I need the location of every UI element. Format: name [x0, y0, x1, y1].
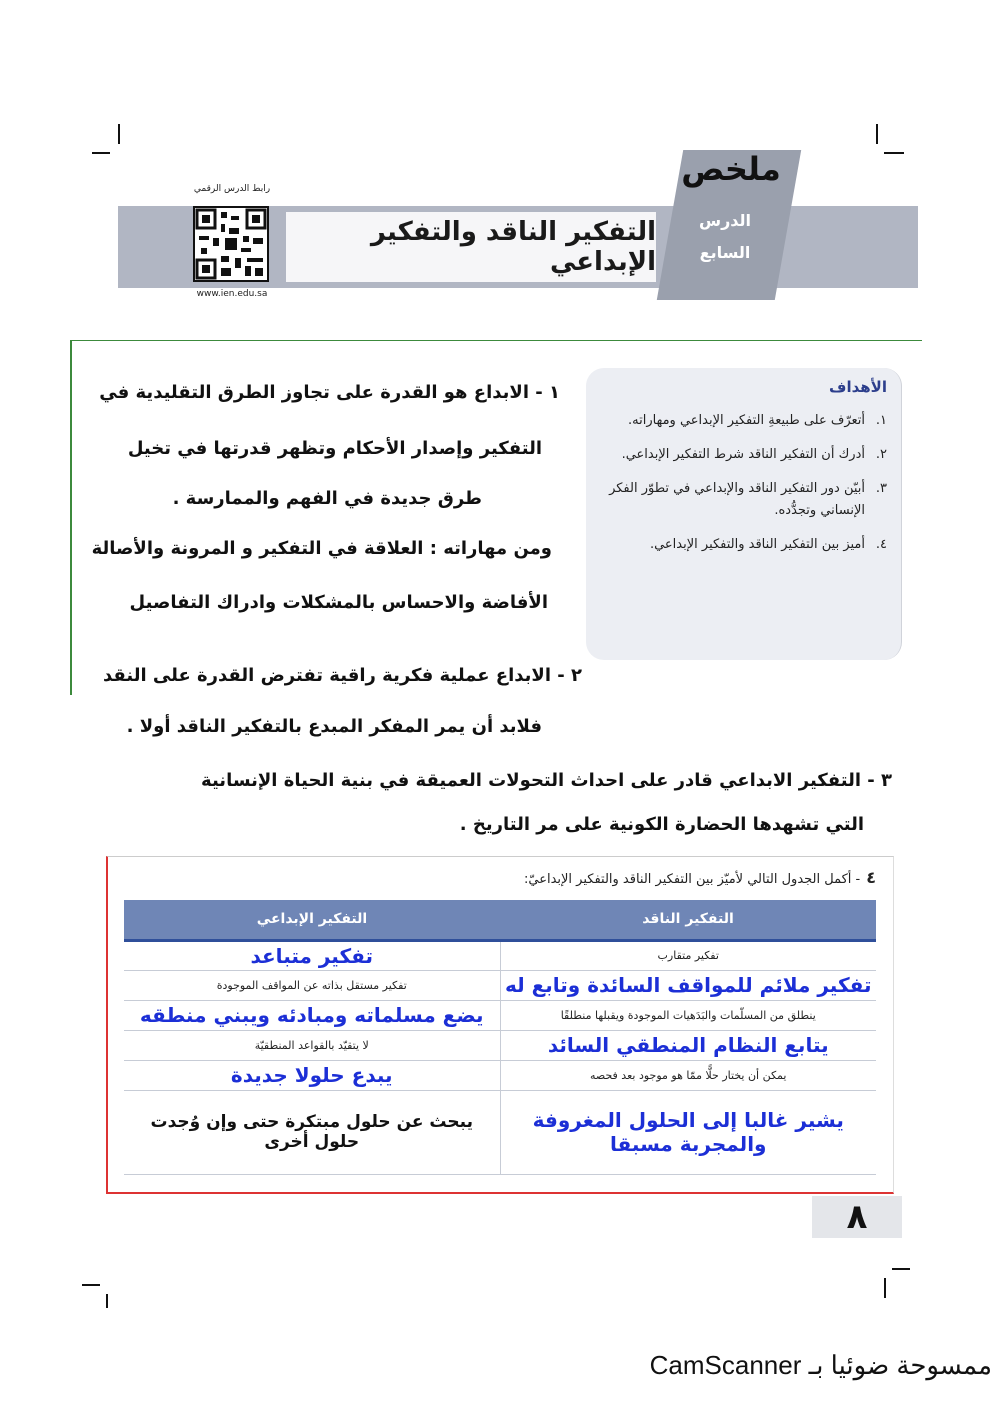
- table-row: [124, 1000, 876, 1030]
- instruction-number: ٤: [866, 868, 876, 887]
- critical-cell: تفكير متقارب: [500, 940, 876, 970]
- crop-mark: [82, 1284, 100, 1286]
- note-1-line-5: الأفاضة والاحساس بالمشكلات وادراك التفاصيل: [129, 592, 548, 613]
- col-creative-header: التفكير الإبداعي: [124, 900, 500, 940]
- lesson-title: التفكير الناقد والتفكير الإبداعي: [370, 217, 656, 277]
- lesson-word: الدرس: [698, 211, 752, 230]
- goal-text: أميز بين التفكير الناقد والتفكير الإبداعي.: [649, 537, 865, 552]
- goal-item: [604, 478, 887, 522]
- crop-mark: [118, 124, 120, 144]
- note-3-line-1: ٣ - التفكير الابداعي قادر على احداث التحولات العميقة في بنية الحياة الإنسانية: [201, 770, 892, 791]
- critical-last-line-2: والمجربة مسبقا: [610, 1132, 767, 1156]
- crop-mark: [884, 1278, 886, 1298]
- scanner-footer: ممسوحة ضوئيا بـ CamScanner: [649, 1350, 992, 1380]
- goal-text: أتعرّف على طبيعةِ التفكير الإبداعي ومهاراته.: [628, 413, 865, 428]
- critical-cell: ينطلق من المسلّمات والبَدَهيات الموجودة ويقبلها منطلقًا: [500, 1000, 876, 1030]
- crop-mark: [876, 124, 878, 144]
- lesson-number: السابع: [699, 243, 751, 262]
- critical-cell: [500, 1090, 876, 1174]
- col-critical-header: التفكير الناقد: [500, 900, 876, 940]
- critical-last-line-1: يشير غالبا إلى الحلول المغروفة: [532, 1108, 844, 1132]
- qr-url[interactable]: www.ien.edu.sa: [196, 289, 268, 299]
- qr-caption: رابط الدرس الرقمي: [193, 184, 271, 194]
- note-2-line-2: فلابد أن يمر المفكر المبدع بالتفكير الناقد أولا .: [126, 716, 542, 737]
- critical-cell: تفكير ملائم للمواقف السائدة وتابع له: [500, 970, 876, 1000]
- creative-cell: لا يتقيّد بالقواعد المنطقيّة: [124, 1030, 500, 1060]
- lesson-title-box: [286, 212, 656, 282]
- goal-item: [604, 410, 887, 432]
- goal-number: ٤.: [875, 537, 887, 552]
- note-1-line-3: طرق جديدة في الفهم والممارسة .: [172, 488, 482, 509]
- table-row: [124, 1030, 876, 1060]
- goal-number: ٣.: [875, 481, 887, 496]
- note-3-line-2: التي تشهدها الحضارة الكونية على مر التاريخ .: [459, 814, 864, 835]
- table-header-row: [124, 900, 876, 940]
- goal-number: ١.: [875, 413, 887, 428]
- creative-cell: يضع مسلماته ومبادئه ويبني منطقه: [124, 1000, 500, 1030]
- comparison-table: [124, 900, 876, 1175]
- lesson-label: [680, 205, 770, 269]
- creative-cell: تفكير متباعد: [124, 940, 500, 970]
- creative-cell: يبحث عن حلول مبتكرة حتى وإن وُجدت حلول أخرى: [124, 1090, 500, 1174]
- goal-item: [604, 534, 887, 556]
- page-number: ٨: [812, 1196, 902, 1238]
- crop-mark: [106, 1294, 108, 1308]
- note-1-line-2: التفكير وإصدار الأحكام وتظهر قدرتها في تخيل: [127, 438, 542, 459]
- note-2-line-1: ٢ - الابداع عملية فكرية راقية تفترض القدرة على النقد: [103, 665, 582, 686]
- table-row: [124, 970, 876, 1000]
- table-row: [124, 940, 876, 970]
- critical-cell: يتابع النظام المنطقي السائد: [500, 1030, 876, 1060]
- instruction-text: - أكمل الجدول التالي لأميّز بين التفكير الناقد والتفكير الإبداعيّ:: [523, 872, 861, 887]
- crop-mark: [92, 152, 110, 154]
- goal-number: ٢.: [875, 447, 887, 462]
- crop-mark: [884, 152, 904, 154]
- goals-box: [586, 368, 902, 660]
- goal-text: أدرك أن التفكير الناقد شرط التفكير الإبداعي.: [621, 447, 865, 462]
- goals-title: الأهداف: [829, 378, 887, 396]
- goal-text: أبيّن دور التفكير الناقد والإبداعي في تطوّر الفكر الإنساني وتجدُّده.: [609, 481, 865, 518]
- crop-mark: [892, 1268, 910, 1270]
- table-row: [124, 1090, 876, 1174]
- creative-cell: يبدع حلولا جديدة: [124, 1060, 500, 1090]
- creative-cell: تفكير مستقل بذاته عن المواقف الموجودة: [124, 970, 500, 1000]
- goal-item: [604, 444, 887, 466]
- qr-code-icon[interactable]: [193, 206, 269, 282]
- summary-label: ملخص: [681, 150, 781, 188]
- table-row: [124, 1060, 876, 1090]
- note-1-line-1: ١ - الابداع هو القدرة على تجاوز الطرق التقليدية في: [99, 382, 560, 403]
- critical-cell: يمكن أن يختار حلًّا ممّا هو موجود بعد فحصه: [500, 1060, 876, 1090]
- table-instruction: [440, 868, 876, 887]
- note-1-line-4: ومن مهاراته : العلاقة في التفكير و المرونة والأصالة: [91, 538, 552, 559]
